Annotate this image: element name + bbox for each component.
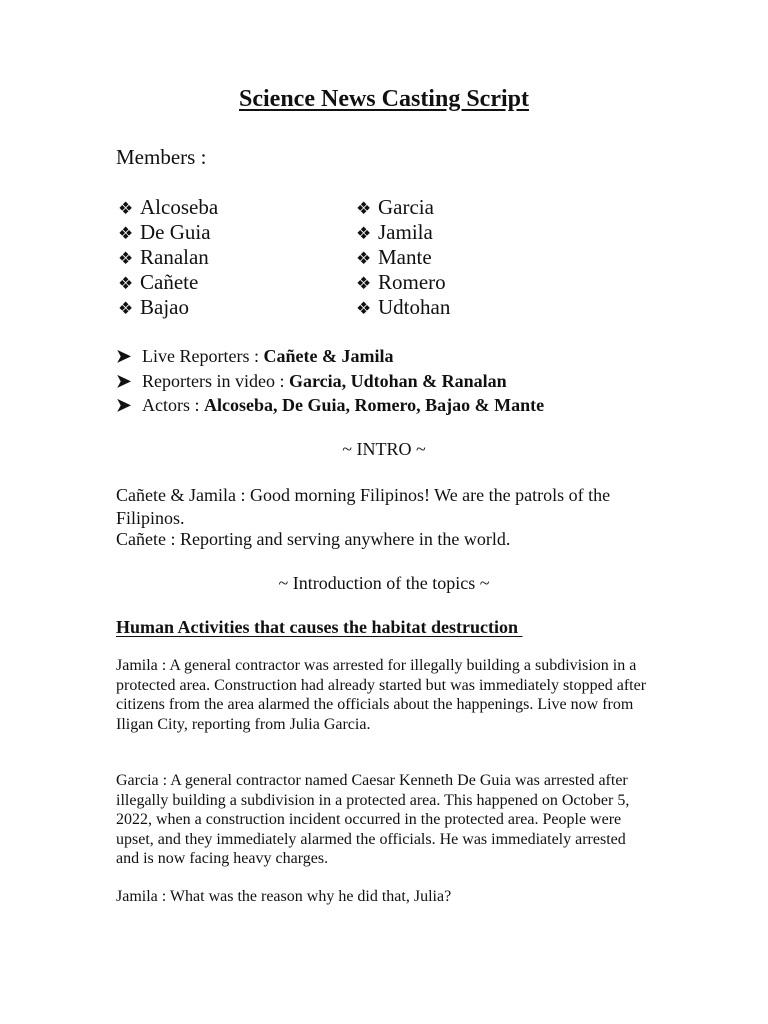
arrow-bullet-icon: ➤ [116,395,132,415]
script-paragraph: Garcia : A general contractor named Caesar Kenneth De Guia was arrested after illegally building a subdivision in a protected area. This happened on October 5, 2022, when a construction incident occurred in the protected area. People were upset, and they immediately alarmed the officials. He was immediately arrested and is now facing heavy charges. [116,772,630,868]
member-item [356,245,450,270]
member-name: Mante [378,245,432,269]
intro-paragraph: Cañete : Reporting and serving anywhere in the world. [116,529,511,549]
member-name: Alcoseba [140,195,219,219]
diamond-bullet-icon: ❖ [356,224,372,243]
diamond-bullet-icon: ❖ [118,224,134,243]
members-left-column [118,195,218,320]
diamond-bullet-icon: ❖ [356,299,372,318]
member-item [118,195,218,220]
role-item [116,393,544,418]
page-title: Science News Casting Script [239,86,529,112]
role-label: Reporters in video : [142,370,289,391]
role-label: Live Reporters : [142,346,264,366]
role-item [116,369,544,394]
diamond-bullet-icon: ❖ [356,249,372,268]
script-paragraph: Jamila : A general contractor was arrested for illegally building a subdivision in a protected area. Construction had already started but was immediately stopped after citizens from the area alarmed the officials about the happenings. Live now from Iligan City, reporting from Julia Garcia. [116,657,647,733]
topics-heading: ~ Introduction of the topics ~ [278,573,490,593]
member-item [356,270,450,295]
role-names: Garcia, Udtohan & Ranalan [288,370,507,391]
member-item [118,245,218,270]
member-item [118,295,218,320]
diamond-bullet-icon: ❖ [356,274,372,293]
member-name: Udtohan [378,295,451,319]
member-item [356,195,450,220]
member-name: Bajao [140,295,189,319]
member-name: De Guia [140,220,211,244]
diamond-bullet-icon: ❖ [118,249,134,268]
member-item [356,295,450,320]
section-heading: Human Activities that causes the habitat destruction [116,617,523,637]
member-name: Garcia [378,195,434,219]
diamond-bullet-icon: ❖ [356,199,372,218]
role-names: Cañete & Jamila [263,346,394,366]
member-item [118,220,218,245]
member-name: Jamila [378,220,433,244]
arrow-bullet-icon: ➤ [116,346,132,366]
diamond-bullet-icon: ❖ [118,299,134,318]
member-item [118,270,218,295]
member-name: Cañete [140,270,199,294]
role-label: Actors : [142,395,204,415]
intro-heading: ~ INTRO ~ [342,439,426,459]
diamond-bullet-icon: ❖ [118,199,134,218]
intro-paragraph: Cañete & Jamila : Good morning Filipinos! We are the patrols of the Filipinos. [116,485,611,528]
member-name: Ranalan [140,245,209,269]
script-paragraph: Jamila : What was the reason why he did that, Julia? [116,888,452,905]
members-right-column [356,195,450,320]
members-label: Members : [116,145,207,169]
diamond-bullet-icon: ❖ [118,274,134,293]
roles-list [116,344,544,418]
role-names: Alcoseba, De Guia, Romero, Bajao & Mante [204,395,545,415]
arrow-bullet-icon: ➤ [116,370,132,391]
member-name: Romero [378,270,446,294]
member-item [356,220,450,245]
role-item [116,344,544,369]
